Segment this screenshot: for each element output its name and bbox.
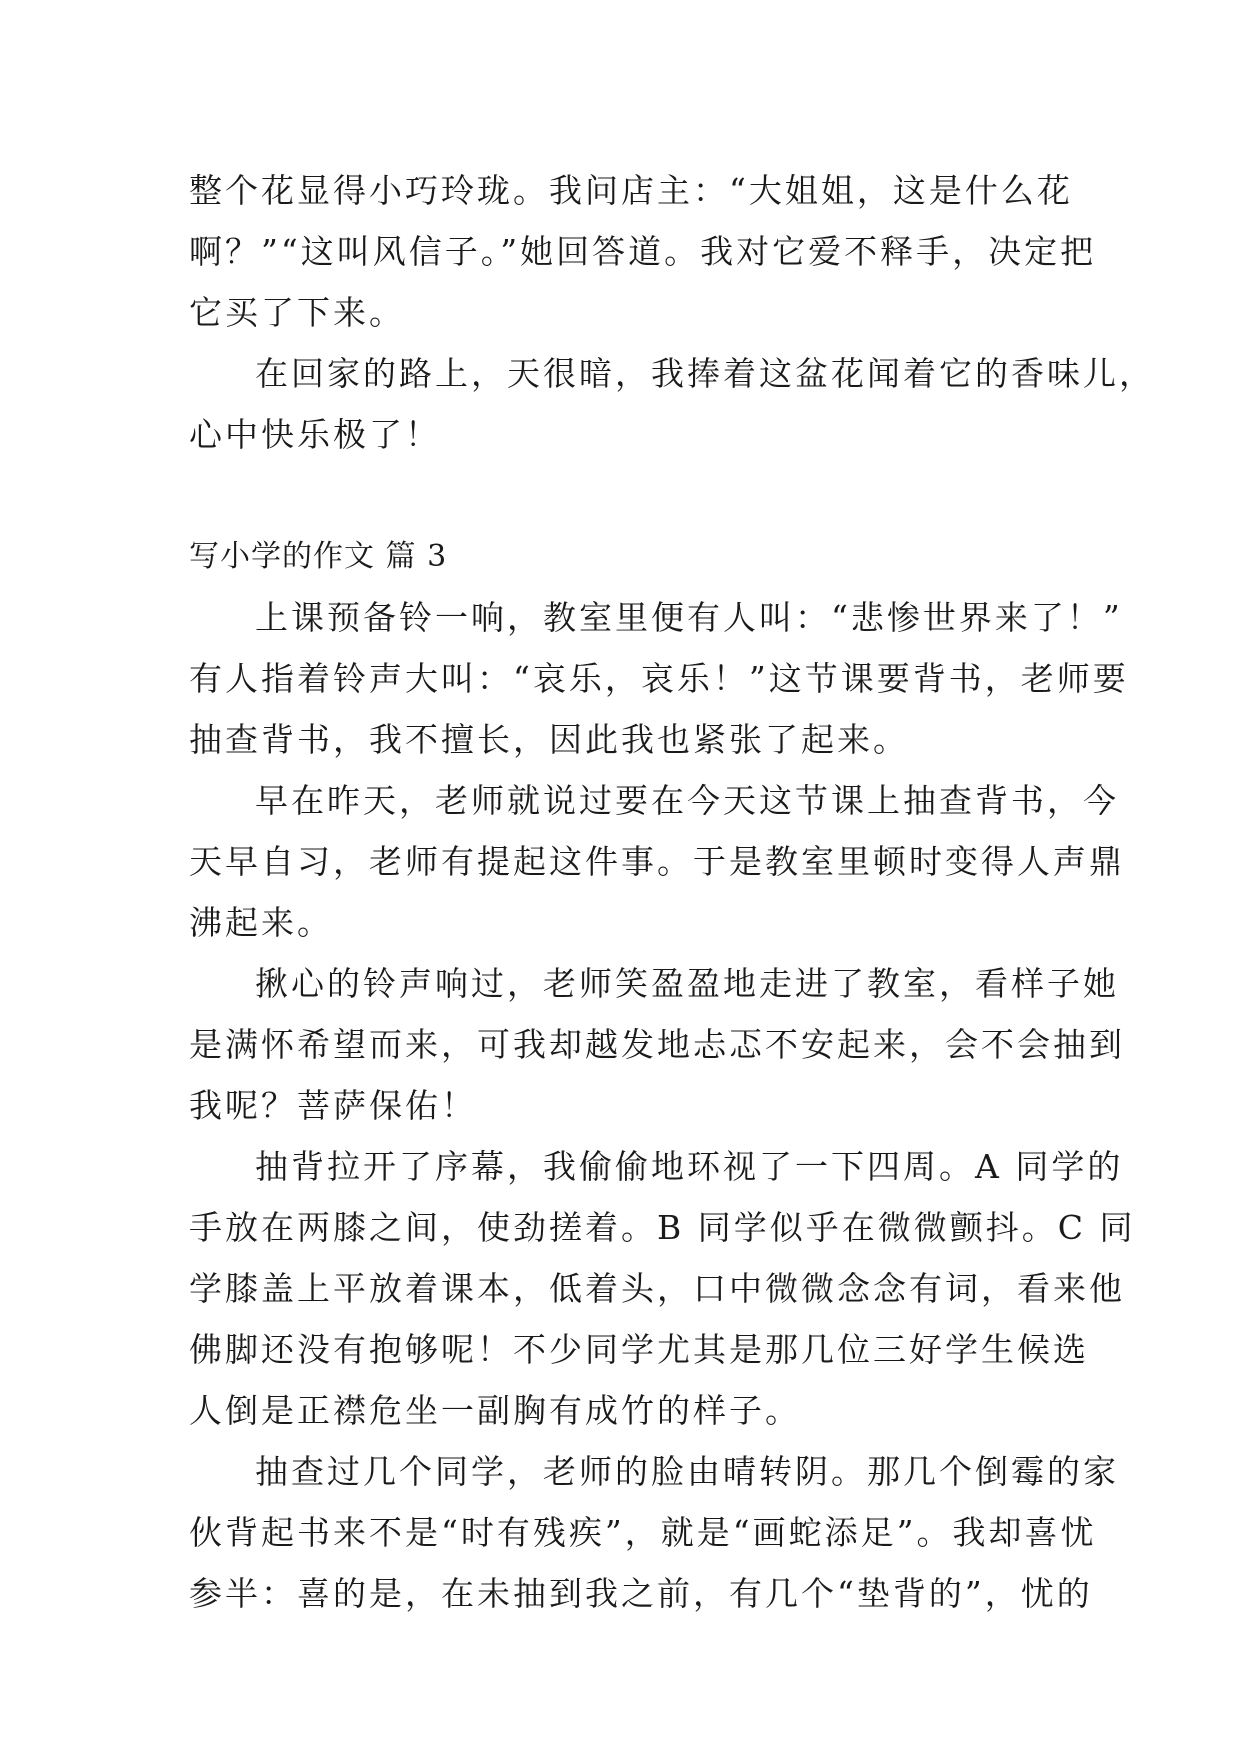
text-line: 参半：喜的是，在未抽到我之前，有几个“垫背的”，忧的 [189, 1574, 1093, 1613]
text-line: 手放在两膝之间，使劲搓着。B 同学似乎在微微颤抖。C 同 [189, 1208, 1136, 1247]
text-line: 沸起来。 [189, 903, 333, 942]
text-line: 在回家的路上，天很暗，我捧着这盆花闻着它的香味儿， [255, 354, 1155, 393]
text-line: 是满怀希望而来，可我却越发地忐忑不安起来，会不会抽到 [189, 1025, 1125, 1064]
text-line: 揪心的铃声响过，老师笑盈盈地走进了教室，看样子她 [255, 964, 1119, 1003]
text-line: 抽背拉开了序幕，我偷偷地环视了一下四周。A 同学的 [255, 1147, 1124, 1186]
paragraph-continued [189, 160, 1097, 343]
text-line: 人倒是正襟危坐一副胸有成竹的样子。 [189, 1391, 801, 1430]
text-line: 天早自习，老师有提起这件事。于是教室里顿时变得人声鼎 [189, 842, 1125, 881]
text-line: 抽查过几个同学，老师的脸由晴转阴。那几个倒霉的家 [255, 1452, 1119, 1491]
document-page [189, 160, 1155, 1624]
text-line: 抽查背书，我不擅长，因此我也紧张了起来。 [189, 720, 909, 759]
paragraph [189, 953, 1125, 1136]
text-line: 佛脚还没有抱够呢！不少同学尤其是那几位三好学生候选 [189, 1330, 1089, 1369]
text-line: 整个花显得小巧玲珑。我问店主：“大姐姐，这是什么花 [189, 171, 1073, 210]
text-line: 心中快乐极了！ [189, 415, 441, 454]
text-line: 它买了下来。 [189, 293, 405, 332]
text-line: 有人指着铃声大叫：“哀乐，哀乐！”这节课要背书，老师要 [189, 659, 1129, 698]
text-line: 早在昨天，老师就说过要在今天这节课上抽查背书，今 [255, 781, 1119, 820]
paragraph-ending [189, 343, 1155, 465]
section-heading: 写小学的作文 篇 3 [189, 539, 448, 574]
text-line: 伙背起书来不是“时有残疾”，就是“画蛇添足”。我却喜忧 [189, 1513, 1097, 1552]
paragraph [189, 1136, 1136, 1441]
text-line: 啊？”“这叫风信子。”她回答道。我对它爱不释手，决定把 [189, 232, 1097, 271]
paragraph [189, 587, 1129, 770]
text-line: 学膝盖上平放着课本，低着头，口中微微念念有词，看来他 [189, 1269, 1125, 1308]
paragraph [189, 1441, 1119, 1624]
text-line: 我呢？菩萨保佑！ [189, 1086, 477, 1125]
paragraph [189, 770, 1125, 953]
text-line: 上课预备铃一响，教室里便有人叫：“悲惨世界来了！” [255, 598, 1123, 637]
